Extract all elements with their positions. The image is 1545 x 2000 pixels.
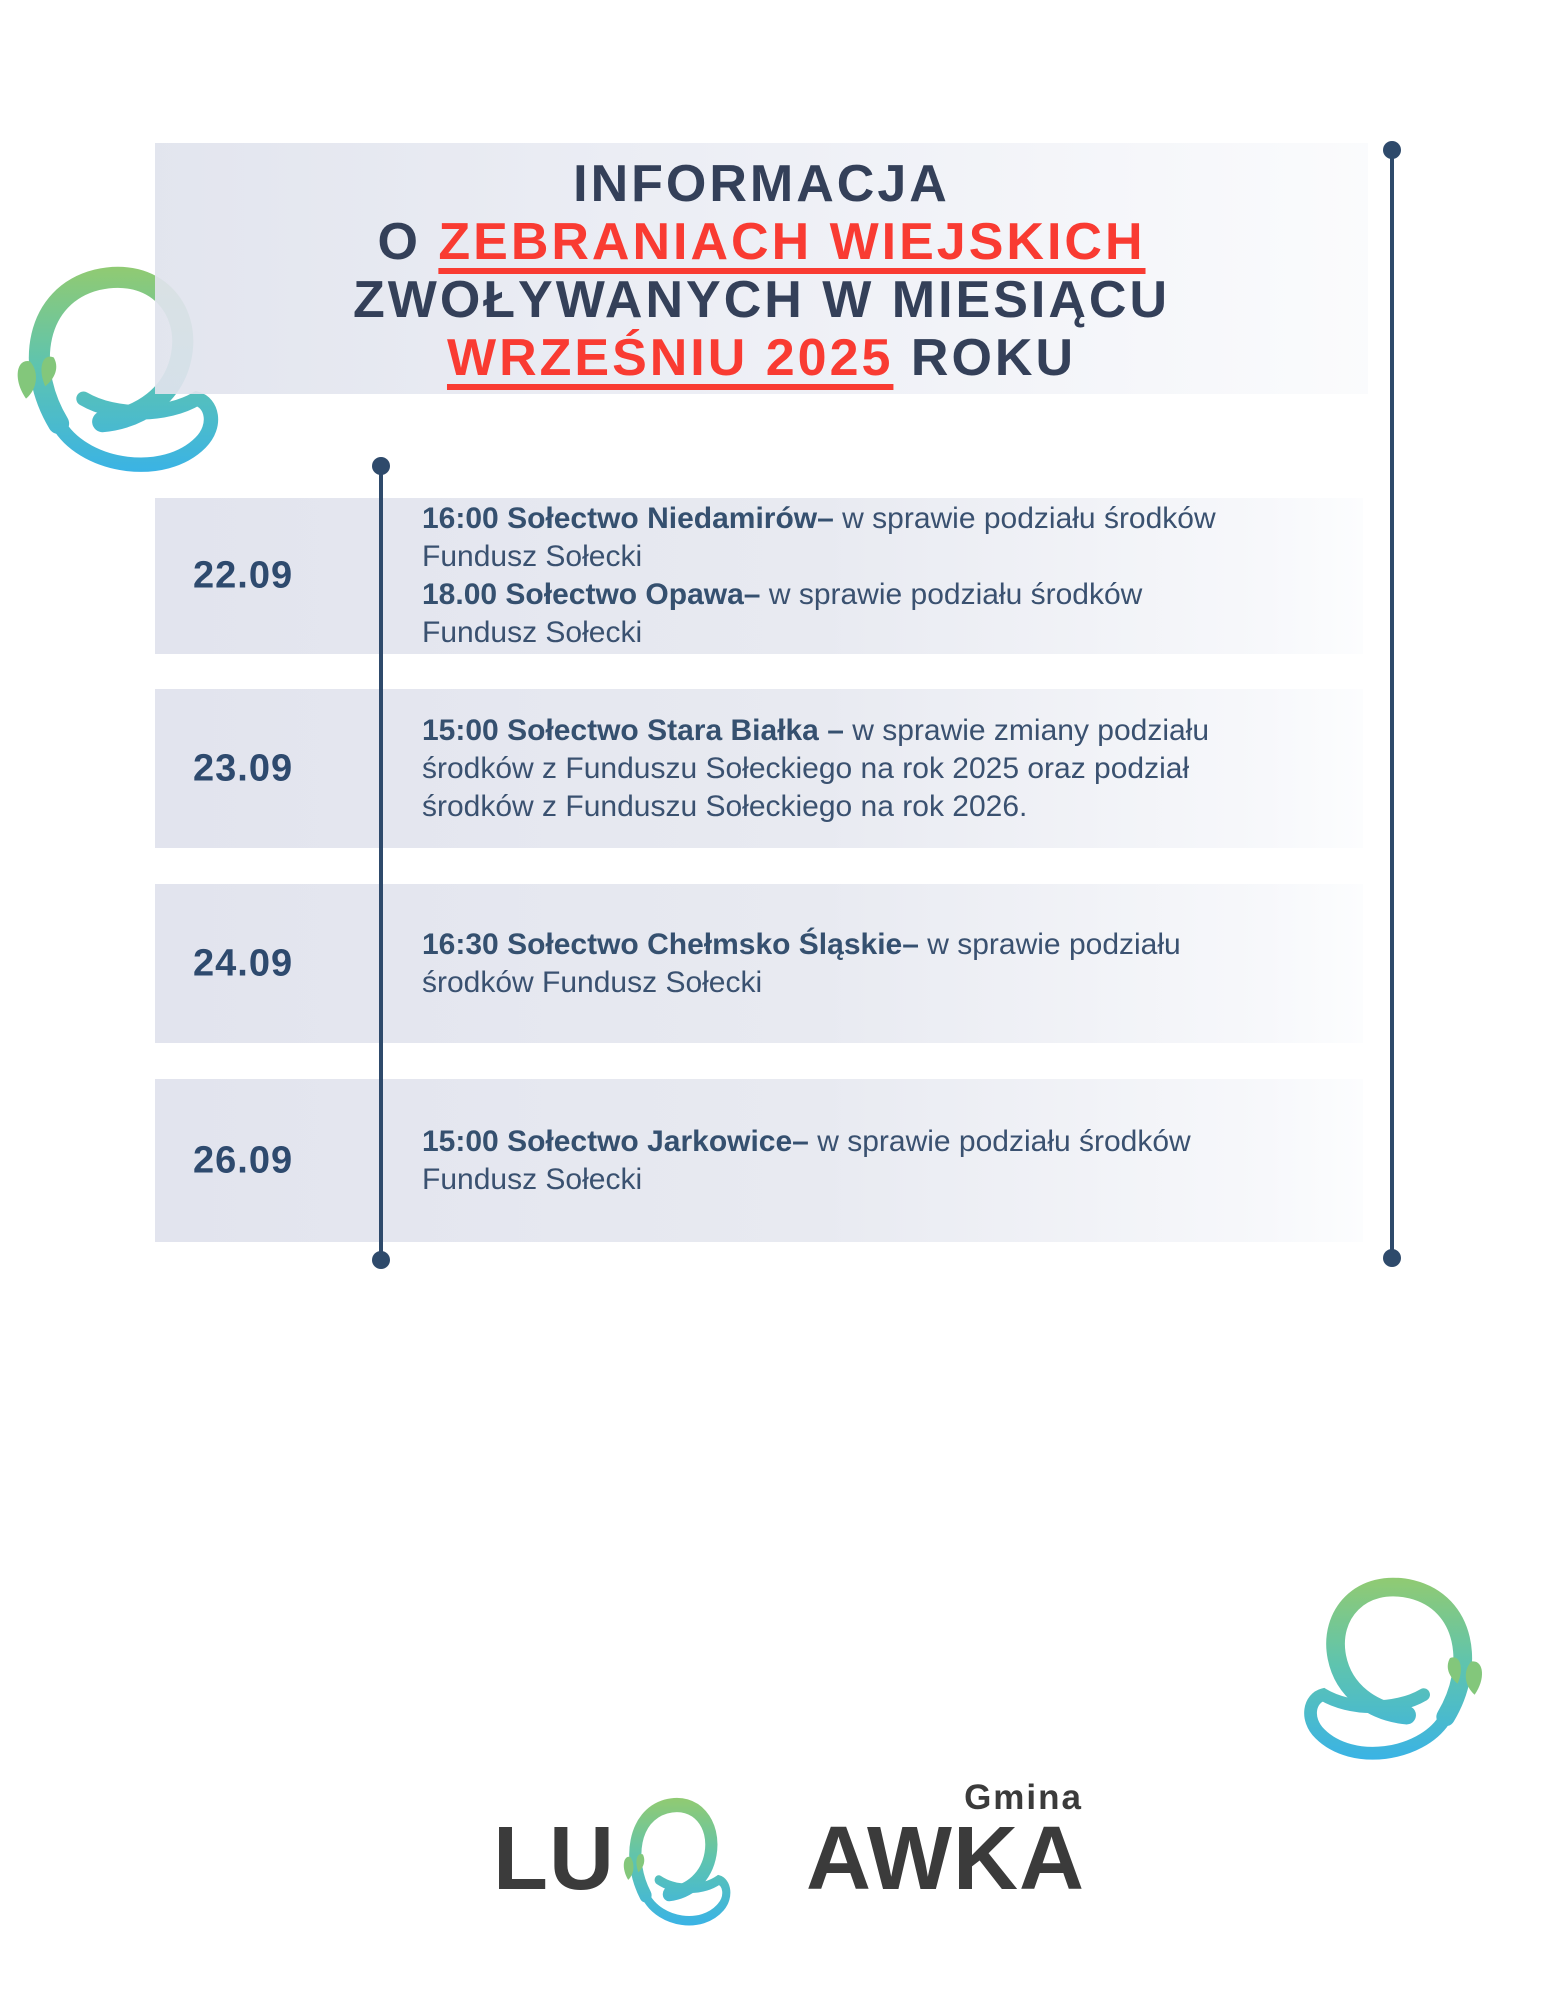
row-text xyxy=(422,1123,1382,1199)
title-segment: WRZEŚNIU 2025 xyxy=(446,329,894,387)
title-line xyxy=(155,155,1368,213)
row-text xyxy=(422,712,1382,826)
row-text-segment: środków z Funduszu Sołeckiego na rok 2025 oraz podział xyxy=(422,751,1190,785)
row-text-segment: 16:30 Sołectwo Chełmsko Śląskie– xyxy=(422,927,919,961)
row-text-line xyxy=(422,712,1382,750)
row-text-segment: w sprawie podziału xyxy=(918,927,1181,961)
title-segment: ZEBRANIACH WIEJSKICH xyxy=(438,213,1146,271)
schedule-row xyxy=(155,689,1363,848)
schedule-row xyxy=(155,498,1363,654)
title-segment: O xyxy=(377,213,439,271)
schedule-row xyxy=(155,884,1363,1043)
timeline-line-right xyxy=(1390,150,1394,1258)
row-text-segment: 18.00 Sołectwo Opawa– xyxy=(422,578,761,611)
timeline-dot xyxy=(372,457,390,475)
row-text-segment: 15:00 Sołectwo Jarkowice– xyxy=(422,1124,809,1158)
row-date: 22.09 xyxy=(193,554,294,597)
title-segment: ZWOŁYWANYCH W MIESIĄCU xyxy=(352,271,1171,329)
row-text-segment: 16:00 Sołectwo Niedamirów– xyxy=(422,502,834,535)
header-panel xyxy=(155,143,1368,394)
page-title xyxy=(155,143,1368,387)
butterfly-icon xyxy=(1291,1564,1495,1771)
row-text-segment: w sprawie podziału środków xyxy=(760,578,1143,611)
title-line xyxy=(155,213,1368,271)
logo-gmina-text: Gmina xyxy=(964,1778,1083,1817)
row-date: 26.09 xyxy=(193,1139,294,1181)
title-segment: ROKU xyxy=(893,329,1076,387)
row-text-segment: środków z Funduszu Sołeckiego na rok 2026. xyxy=(422,789,1028,823)
row-text-line xyxy=(422,614,1382,652)
row-date: 23.09 xyxy=(193,747,294,789)
row-text-line xyxy=(422,750,1382,788)
row-text-segment: środków Fundusz Sołecki xyxy=(422,965,763,999)
row-text-segment: w sprawie zmiany podziału xyxy=(843,713,1210,747)
logo-awka-text: AWKA xyxy=(806,1809,1085,1909)
row-date: 24.09 xyxy=(193,942,294,984)
row-text-line xyxy=(422,788,1382,826)
row-text-segment: Fundusz Sołecki xyxy=(422,540,643,573)
row-text-line xyxy=(422,500,1382,538)
row-text-line xyxy=(422,1161,1382,1199)
row-text-segment: Fundusz Sołecki xyxy=(422,1162,643,1196)
gmina-lubawka-logo xyxy=(488,1778,1098,1938)
timeline-dot xyxy=(372,1251,390,1269)
row-text-line xyxy=(422,538,1382,576)
title-line xyxy=(155,271,1368,329)
row-text xyxy=(422,500,1382,652)
schedule-row xyxy=(155,1079,1363,1242)
timeline-dot xyxy=(1383,141,1401,159)
row-text-segment: w sprawie podziału środków xyxy=(833,502,1216,535)
timeline-line-left xyxy=(379,466,383,1260)
row-text-segment: w sprawie podziału środków xyxy=(808,1124,1191,1158)
row-text-line xyxy=(422,926,1382,964)
butterfly-logo-icon xyxy=(616,1790,738,1932)
row-text-segment: Fundusz Sołecki xyxy=(422,616,643,649)
row-text-line xyxy=(422,964,1382,1002)
title-line xyxy=(155,329,1368,387)
row-text-line xyxy=(422,1123,1382,1161)
row-text-segment: 15:00 Sołectwo Stara Białka – xyxy=(422,713,844,747)
row-text xyxy=(422,926,1382,1002)
row-text-line xyxy=(422,576,1382,614)
title-segment: INFORMACJA xyxy=(573,155,950,213)
logo-lu-text: LU xyxy=(493,1809,615,1909)
timeline-dot xyxy=(1383,1249,1401,1267)
